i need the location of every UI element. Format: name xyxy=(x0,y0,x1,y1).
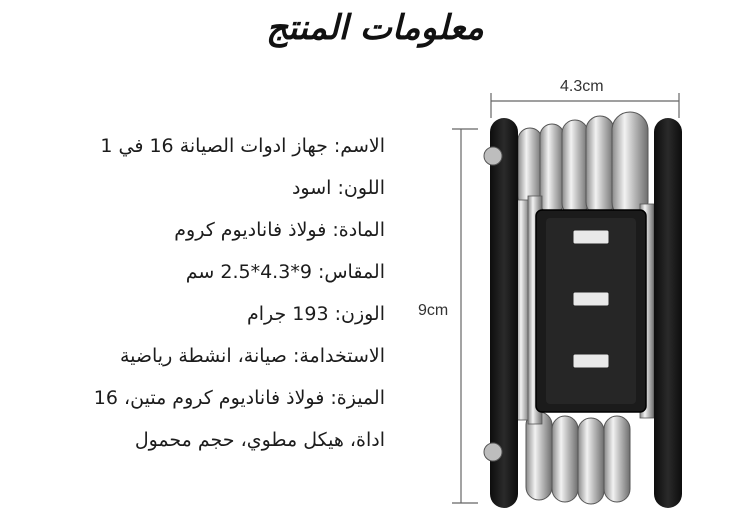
width-dimension-line xyxy=(491,93,679,118)
height-dimension-label: 9cm xyxy=(418,302,449,319)
spec-feature-continued: اداة، هيكل مطوي، حجم محمول xyxy=(134,429,385,451)
width-dimension-label: 4.3cm xyxy=(560,78,604,95)
spec-material: المادة: فولاذ فاناديوم كروم xyxy=(174,219,385,241)
spec-color: اللون: اسود xyxy=(291,177,385,199)
height-dimension-line xyxy=(452,129,478,503)
spec-size: المقاس: 9*4.3*2.5 سم xyxy=(185,261,385,283)
spec-name: الاسم: جهاز ادوات الصيانة 16 في 1 xyxy=(100,135,385,157)
spec-weight: الوزن: 193 جرام xyxy=(246,303,385,325)
spec-usage: الاستخدامة: صيانة، انشطة رياضية xyxy=(119,345,385,367)
spec-feature: الميزة: فولاذ فاناديوم كروم متين، 16 xyxy=(93,387,385,409)
page-title: معلومات المنتج xyxy=(266,8,484,48)
